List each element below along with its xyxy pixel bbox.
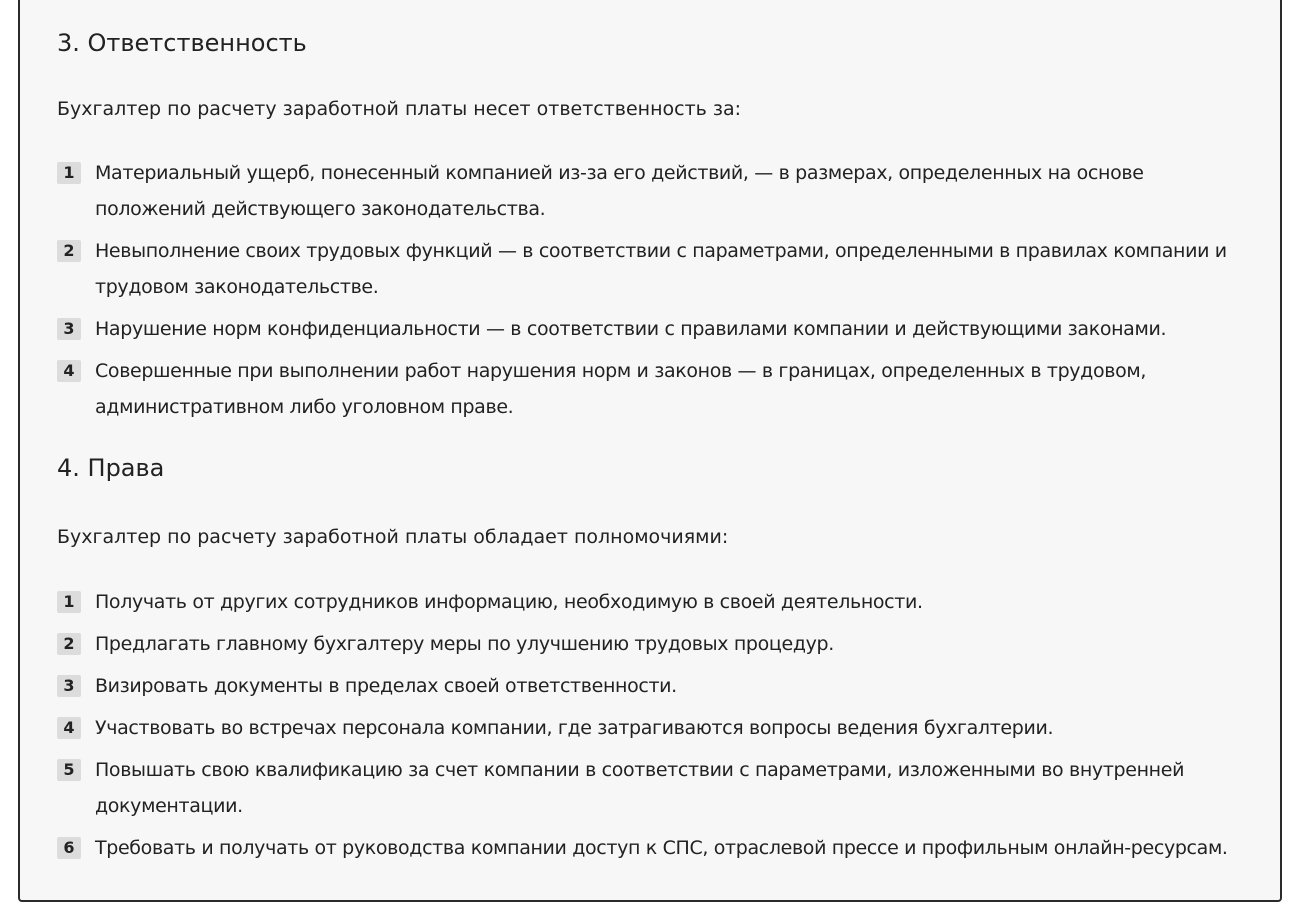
list-item	[57, 233, 1257, 305]
list-item	[57, 668, 1257, 704]
list-item-number: 4	[57, 717, 81, 739]
section-4-intro: Бухгалтер по расчету заработной платы обладает полномочиями:	[57, 526, 729, 548]
list-item-number: 1	[57, 162, 81, 184]
list-item-text: Материальный ущерб, понесенный компанией из-за его действий, — в размерах, определенных на основе положений действующего законодательства.	[95, 162, 1144, 220]
list-item-number: 3	[57, 318, 81, 340]
list-item-number: 4	[57, 360, 81, 382]
section-4-heading: 4. Права	[57, 454, 165, 482]
list-item	[57, 626, 1257, 662]
list-item-text: Повышать свою квалификацию за счет компании в соответствии с параметрами, изложенными во внутренней документации.	[95, 759, 1185, 817]
list-item-text: Получать от других сотрудников информацию, необходимую в своей деятельности.	[95, 591, 923, 613]
section-3-list	[57, 155, 1257, 431]
list-item-number: 2	[57, 240, 81, 262]
list-item-text: Требовать и получать от руководства компании доступ к СПС, отраслевой прессе и профильным онлайн-ресурсам.	[95, 837, 1228, 859]
list-item-number: 1	[57, 591, 81, 613]
list-item	[57, 710, 1257, 746]
list-item-number: 2	[57, 633, 81, 655]
list-item-number: 5	[57, 759, 81, 781]
list-item-number: 6	[57, 837, 81, 859]
list-item	[57, 584, 1257, 620]
list-item-text: Участвовать во встречах персонала компании, где затрагиваются вопросы ведения бухгалтерии.	[95, 717, 1054, 739]
list-item-text: Визировать документы в пределах своей ответственности.	[95, 675, 677, 697]
list-item-text: Невыполнение своих трудовых функций — в соответствии с параметрами, определенными в правилах компании и трудовом законодательстве.	[95, 240, 1227, 298]
list-item-text: Совершенные при выполнении работ нарушения норм и законов — в границах, определенных в трудовом, административном либо уголовном праве.	[95, 360, 1147, 418]
section-3-intro: Бухгалтер по расчету заработной платы несет ответственность за:	[57, 98, 742, 120]
section-3-heading: 3. Ответственность	[57, 29, 307, 57]
list-item	[57, 311, 1257, 347]
list-item	[57, 752, 1257, 824]
list-item-number: 3	[57, 675, 81, 697]
list-item-text: Нарушение норм конфиденциальности — в соответствии с правилами компании и действующими законами.	[95, 318, 1167, 340]
list-item	[57, 155, 1257, 227]
section-4-list	[57, 584, 1257, 872]
list-item	[57, 353, 1257, 425]
list-item	[57, 830, 1257, 866]
list-item-text: Предлагать главному бухгалтеру меры по улучшению трудовых процедур.	[95, 633, 834, 655]
